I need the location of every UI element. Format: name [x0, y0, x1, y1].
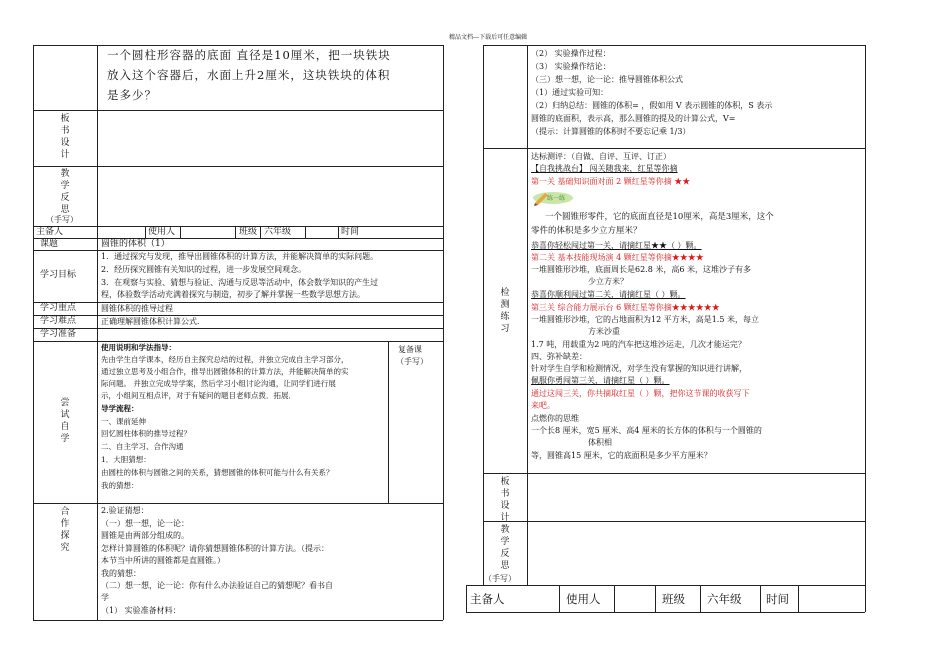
- self-line: 际问题。 并独立完成导学案，然后学习小组讨论沟通，让同学们进行展: [101, 379, 336, 388]
- board-design-label-right: 板书设计: [500, 477, 510, 523]
- handwrite-note: （手写）: [46, 215, 78, 224]
- goal-item: 程，体验数学活动充满着探究与制造，初步了解并掌握一些数学思想方法。: [101, 290, 365, 299]
- key-label: 学习重点: [40, 303, 77, 313]
- level-3-problem: 1.7 吨，用载重为2 吨的汽车把这堆沙运走，几次才能运完？: [531, 340, 746, 349]
- board-design-label: 板书设计: [60, 114, 70, 160]
- key-value: 圆锥体积的推导过程: [101, 304, 173, 313]
- coop-line: （一）想一想，论一论：: [101, 519, 189, 528]
- usage-guide-title: 使用说明和学法指导：: [101, 343, 176, 352]
- difficulty-label: 学习难点: [40, 316, 77, 326]
- goal-item: 2．经历探究圆锥有关知识的过程，进一步发展空间观念。: [101, 265, 307, 274]
- level-2-title: 第二关 基本技能现场演 4 颗红星等你摘★★★★: [531, 253, 704, 262]
- exp-line: 圆锥的底面积，表示高，那么圆锥的提及的计算公式，V=: [531, 114, 736, 123]
- main-prep-label: 主备人: [36, 227, 64, 237]
- thinking-line: 体积相: [588, 438, 612, 447]
- user-label-right: 使用人: [566, 592, 601, 606]
- exp-line: （2）归纳总结：圆锥的体积= ，假如用 V 表示圆锥的体积，S 表示: [531, 101, 773, 110]
- goal-item: 3．在观察与实验、猜想与验证、沟通与反思等活动中，体会数学知识的产生过: [101, 278, 379, 287]
- practice-logo: [531, 190, 579, 206]
- problem-line: 放入这个容器后，水面上升2厘米，这块铁块的体积: [107, 68, 391, 82]
- level-1-problem: 一个圆锥形零件，它的底面直径是10厘米，高是3厘米，这个: [545, 212, 774, 222]
- self-line: 一、课前延伸: [101, 417, 146, 426]
- coop-line: （1） 实验准备材料：: [101, 606, 181, 615]
- goal-label: 学习目标: [40, 270, 77, 280]
- self-line: 先由学生自学课本，经历自主探究总结的过程，并独立完成自主学习部分，: [101, 355, 349, 364]
- level-3-problem: 一堆圆锥形沙堆，它的占地面积为12 平方米，高是1.5 米，每立: [531, 315, 759, 324]
- level-2-problem: 一堆圆锥形沙堆，底面周长是62.8 米，高6 米，这堆沙子有多: [531, 265, 751, 274]
- problem-line: 是多少？: [107, 88, 157, 102]
- level-3-done: 佩服你勇闯第三关，请摘红星（ ）颗。: [531, 376, 670, 385]
- test-practice-label: 检测练习: [500, 288, 510, 334]
- thinking-line: 一个长8 厘米，宽5 厘米、高4 厘米的长方体的体积与一个圆锥的: [531, 426, 762, 435]
- thinking-line: 等，圆锥高15 厘米，它的底面积是多少平方厘米？: [531, 451, 712, 460]
- exp-line: （1）通过实验可知：: [531, 88, 609, 97]
- teaching-reflection-label: 教学反思: [60, 169, 70, 215]
- coop-line: 2.验证猜想：: [101, 506, 149, 515]
- final-summary: 来吧。: [531, 401, 555, 410]
- review-handwrite: （手写）: [396, 357, 428, 366]
- coop-line: 学: [101, 593, 109, 602]
- teaching-reflection-label-right: 教学反思: [500, 525, 510, 571]
- time-label: 时间: [341, 227, 360, 237]
- self-line: 由圆柱的体积与圆锥之间的关系，猜想圆锥的体积可能与什么有关系？: [101, 468, 334, 477]
- exp-line: （三）想一想，论一论：推导圆锥体积公式: [531, 75, 683, 84]
- goal-item: 1．通过探究与发现，推导出圆锥体积的计算方法，并能解决简单的实际问题。: [101, 252, 379, 261]
- handwrite-note-right: （手写）: [484, 574, 516, 583]
- final-summary: 通过这闯三关，你共摘取红星（ ）颗，把你这节课的收获写下: [531, 389, 750, 398]
- problem-line: 一个圆柱形容器的底面 直径是10厘米，把一块铁块: [107, 48, 391, 62]
- makeup-line: 针对学生自学和检测情况，对学生没有掌握的知识进行讲解，: [531, 364, 747, 373]
- topic-value: 圆锥的体积（1）: [101, 239, 170, 249]
- user-label: 使用人: [148, 227, 176, 237]
- prep-label: 学习准备: [40, 329, 77, 339]
- exp-line: （提示：计算圆锥的体积时不要忘记乘 1/3）: [531, 127, 691, 136]
- level-2-problem: 少立方米？: [588, 277, 628, 286]
- time-label-right: 时间: [766, 592, 789, 606]
- coop-line: （二）想一想，论一论：你有什么办法验证自己的猜想呢？看书自: [101, 581, 333, 590]
- level-3-title: 第三关 综合能力展示台 6 颗红星等你摘★★★★★★: [531, 303, 720, 312]
- test-head: 达标测评：（自做、自评、互评、订正）: [531, 152, 671, 161]
- header-note: 精品文档---下载后可任意编辑: [449, 34, 528, 41]
- level-1-problem: 零件的体积是多少立方厘米？: [531, 226, 642, 236]
- challenge-title: 【自我挑战台】 闯关随我来，红星等你摘: [531, 164, 678, 173]
- topic-label: 课题: [40, 239, 59, 249]
- difficulty-value: 正确理解圆锥体积计算公式.: [101, 317, 200, 326]
- class-label: 班级: [239, 227, 258, 237]
- flow-title: 导学流程：: [101, 404, 139, 413]
- self-line: 我的猜想：: [101, 481, 139, 490]
- level-3-problem: 方米沙重: [588, 327, 620, 336]
- level-1-done: 恭喜你轻松闯过第一关，请摘红星★★（ ）颗。: [531, 241, 702, 250]
- exp-line: （3） 实验操作结论：: [531, 62, 611, 71]
- main-prep-label-right: 主备人: [470, 592, 505, 606]
- grade-value: 六年级: [264, 227, 292, 237]
- self-study-label: 尝试自学: [60, 398, 70, 444]
- level-1-title: 第一关 基础知识面对面 2 颗红星等你摘 ★★: [531, 177, 691, 186]
- logo-text: 练一练: [547, 195, 566, 202]
- makeup-title: 四、弥补缺差：: [531, 352, 587, 361]
- coop-explore-label: 合作探究: [60, 507, 70, 553]
- self-line: 示，小组间互相点评，对于有疑问的题目老师点拨．拓展．: [101, 391, 296, 400]
- grade-value-right: 六年级: [707, 592, 742, 606]
- thinking-title: 点燃你的思维: [531, 414, 579, 423]
- self-line: 二、自主学习、合作沟通: [101, 442, 184, 451]
- self-line: 回忆圆柱体积的推导过程？: [101, 429, 191, 438]
- class-label-right: 班级: [662, 592, 685, 606]
- self-line: 1．大胆猜想：: [101, 455, 151, 464]
- review-label: 复备课: [398, 345, 422, 354]
- coop-line: 我的猜想：: [101, 569, 141, 578]
- exp-line: （2） 实验操作过程：: [531, 49, 611, 58]
- self-line: 通过独立思考及小组合作，推导出圆锥体积的计算方法，并能解决简单的实: [101, 367, 349, 376]
- coop-line: 怎样计算圆锥的体积呢？请你猜想圆锥体积的计算方法。（提示：: [101, 544, 329, 553]
- coop-line: 本节当中所讲的圆锥都是直圆锥。）: [101, 556, 225, 565]
- coop-line: 圆锥是由两部分组成的。: [101, 531, 189, 540]
- level-2-done: 恭喜你顺利闯过第二关，请摘红星（ ）颗。: [531, 290, 686, 299]
